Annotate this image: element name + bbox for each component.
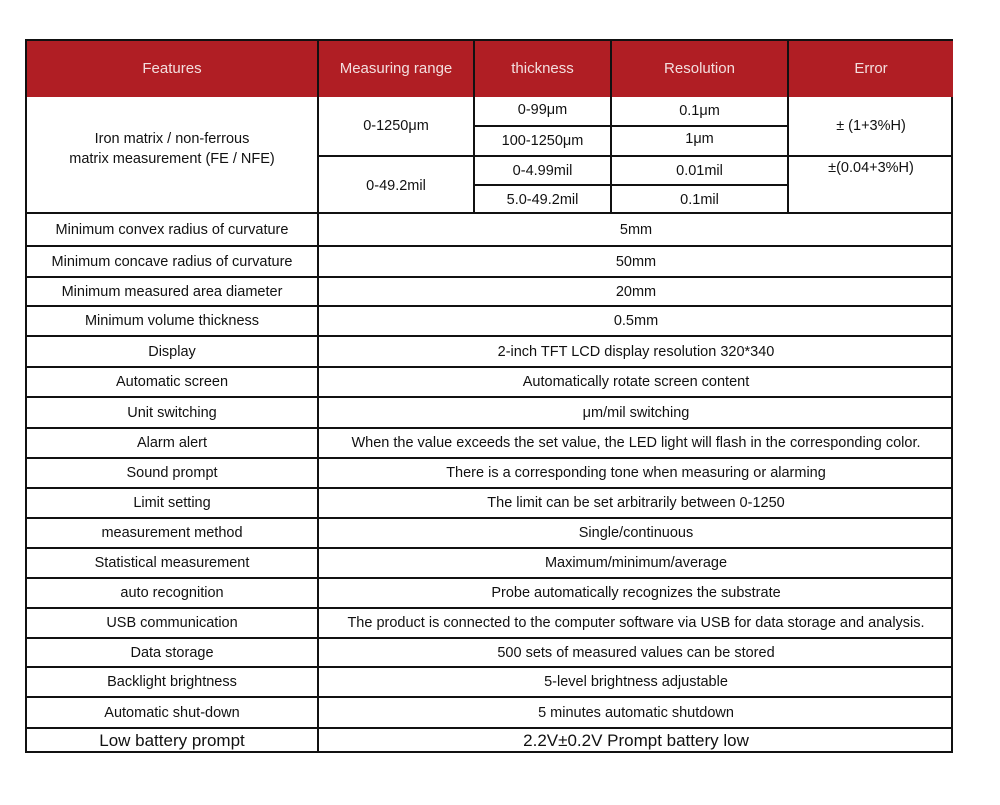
error-um: ± (1+3%H) — [836, 118, 906, 134]
spec-value: Probe automatically recognizes the substrate — [491, 585, 781, 601]
divider — [473, 41, 475, 214]
thickness-2: 0-4.99mil — [512, 162, 573, 179]
spec-value: μm/mil switching — [582, 404, 690, 421]
spec-feature: Limit setting — [133, 495, 211, 511]
spec-feature: measurement method — [101, 525, 243, 541]
thickness-0: 0-99μm — [517, 102, 568, 118]
spec-value: 5 minutes automatic shutdown — [538, 704, 734, 721]
spec-feature: USB communication — [106, 615, 238, 631]
measurement-feature-cell — [27, 97, 317, 212]
spec-feature: Unit switching — [127, 404, 217, 421]
divider — [473, 184, 789, 186]
spec-value: There is a corresponding tone when measuring or alarming — [446, 465, 826, 481]
spec-feature: Automatic shut-down — [104, 704, 240, 721]
spec-feature: Automatic screen — [115, 374, 229, 390]
spec-table — [25, 39, 953, 753]
spec-value: 50mm — [615, 253, 657, 270]
thickness-3: 5.0-49.2mil — [506, 192, 579, 208]
spec-value: 20mm — [615, 283, 657, 300]
spec-value: Automatically rotate screen content — [522, 374, 750, 390]
spec-value: Single/continuous — [578, 525, 694, 541]
spec-feature: Sound prompt — [126, 465, 218, 481]
header-resolution: Resolution — [612, 41, 787, 97]
range-mil: 0-49.2mil — [366, 177, 426, 194]
range-um: 0-1250μm — [363, 118, 429, 134]
header-error: Error — [789, 41, 953, 97]
spec-feature: Display — [148, 343, 196, 360]
spec-value: 2-inch TFT LCD display resolution 320*340 — [497, 343, 775, 360]
spec-feature: Low battery prompt — [99, 731, 245, 750]
spec-feature: auto recognition — [120, 585, 224, 601]
spec-feature: Alarm alert — [136, 435, 208, 451]
divider — [317, 155, 953, 157]
divider — [317, 41, 319, 753]
spec-feature: Minimum measured area diameter — [61, 283, 283, 300]
thickness-1: 100-1250μm — [501, 133, 584, 149]
spec-value: The limit can be set arbitrarily between 0-1250 — [487, 495, 785, 511]
spec-value: 2.2V±0.2V Prompt battery low — [523, 731, 749, 750]
error-mil: ±(0.04+3%H) — [828, 160, 914, 176]
spec-feature: Backlight brightness — [107, 674, 237, 690]
resolution-3: 0.1mil — [680, 192, 719, 208]
measurement-feature-line1: Iron matrix / non-ferrous — [94, 130, 250, 147]
spec-value: 0.5mm — [613, 313, 659, 329]
spec-value: 5-level brightness adjustable — [544, 674, 728, 690]
divider — [610, 41, 612, 214]
divider — [473, 125, 789, 127]
resolution-2: 0.01mil — [676, 162, 723, 179]
header-measuring-range: Measuring range — [319, 41, 473, 97]
measurement-feature-line2: matrix measurement (FE / NFE) — [69, 150, 275, 167]
spec-feature: Statistical measurement — [94, 555, 250, 571]
spec-value: When the value exceeds the set value, the LED light will flash in the corresponding color. — [351, 435, 921, 451]
spec-feature: Minimum concave radius of curvature — [51, 253, 293, 270]
spec-feature: Data storage — [130, 644, 214, 661]
header-thickness: thickness — [475, 41, 610, 97]
spec-feature: Minimum convex radius of curvature — [55, 221, 289, 238]
divider — [787, 41, 789, 214]
spec-value: The product is connected to the computer software via USB for data storage and analysis. — [347, 615, 925, 631]
resolution-0: 0.1μm — [679, 103, 720, 119]
spec-value: 5mm — [619, 221, 653, 238]
header-features: Features — [27, 41, 317, 97]
spec-value: Maximum/minimum/average — [544, 555, 728, 571]
spec-feature: Minimum volume thickness — [84, 313, 260, 329]
spec-value: 500 sets of measured values can be stored — [497, 644, 775, 661]
resolution-1: 1μm — [685, 131, 714, 147]
